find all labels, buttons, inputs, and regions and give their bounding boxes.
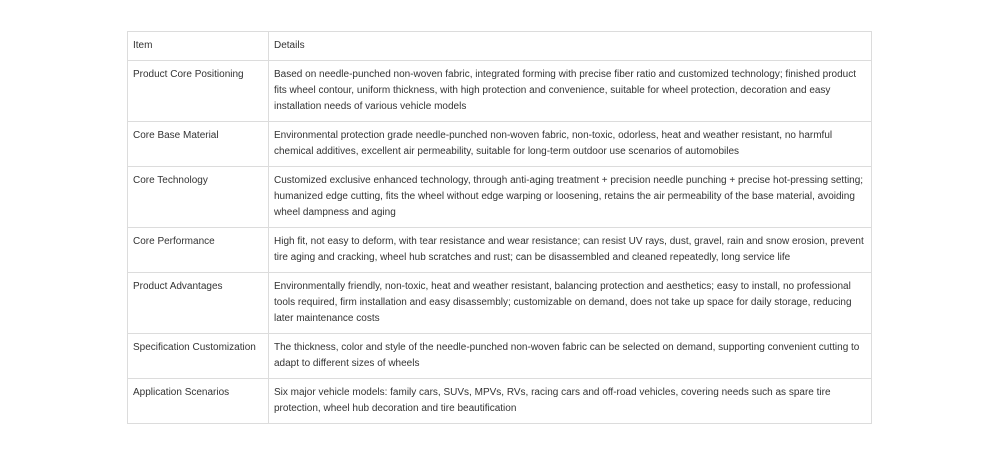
table-row [128, 379, 872, 424]
row-item-cell: Core Base Material [128, 122, 269, 167]
row-details-cell: Six major vehicle models: family cars, SUVs, MPVs, RVs, racing cars and off-road vehicles, covering needs such as spare tire protection, wheel hub decoration and tire beautification [269, 379, 872, 424]
row-item-cell: Product Core Positioning [128, 61, 269, 122]
row-item-cell: Application Scenarios [128, 379, 269, 424]
row-details-cell: High fit, not easy to deform, with tear resistance and wear resistance; can resist UV rays, dust, gravel, rain and snow erosion, prevent tire aging and cracking, wheel hub scratches and rust; can be disassembled and cleaned repeatedly, long service life [269, 228, 872, 273]
table-row [128, 273, 872, 334]
row-details-cell: Environmentally friendly, non-toxic, heat and weather resistant, balancing protection and aesthetics; easy to install, no professional tools required, firm installation and easy disassembly; customizable on demand, does not take up space for daily storage, reducing later maintenance costs [269, 273, 872, 334]
table-row [128, 167, 872, 228]
column-header-item: Item [128, 32, 269, 61]
table-row [128, 228, 872, 273]
row-details-cell: The thickness, color and style of the needle-punched non-woven fabric can be selected on demand, supporting convenient cutting to adapt to different sizes of wheels [269, 334, 872, 379]
specification-table-container [127, 31, 871, 424]
row-details-cell: Environmental protection grade needle-punched non-woven fabric, non-toxic, odorless, heat and weather resistant, no harmful chemical additives, excellent air permeability, suitable for long-term outdoor use scenarios of automobiles [269, 122, 872, 167]
row-item-cell: Specification Customization [128, 334, 269, 379]
table-row [128, 61, 872, 122]
table-header-row [128, 32, 872, 61]
row-item-cell: Product Advantages [128, 273, 269, 334]
row-item-cell: Core Performance [128, 228, 269, 273]
row-item-cell: Core Technology [128, 167, 269, 228]
row-details-cell: Customized exclusive enhanced technology, through anti-aging treatment + precision needle punching + precise hot-pressing setting; humanized edge cutting, fits the wheel without edge warping or loosening, retains the air permeability of the base material, avoiding wheel dampness and aging [269, 167, 872, 228]
table-row [128, 334, 872, 379]
column-header-details: Details [269, 32, 872, 61]
table-row [128, 122, 872, 167]
row-details-cell: Based on needle-punched non-woven fabric, integrated forming with precise fiber ratio and customized technology; finished product fits wheel contour, uniform thickness, with high protection and convenience, suitable for wheel protection, decoration and easy installation needs of various vehicle models [269, 61, 872, 122]
specification-table [127, 31, 872, 424]
